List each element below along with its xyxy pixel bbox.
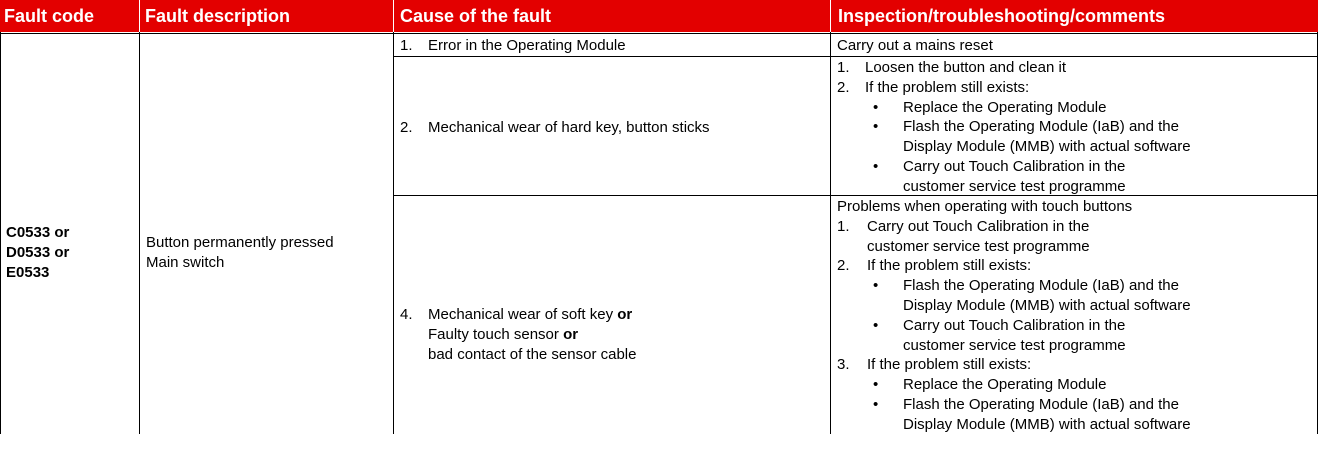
- header-inspection: Inspection/troubleshooting/comments: [831, 0, 1318, 32]
- bullet-icon: •: [873, 118, 879, 136]
- fault-description-cell: [146, 233, 334, 273]
- inspection-text: Carry out a mains reset: [837, 37, 993, 54]
- header-fault-code: Fault code: [0, 0, 139, 32]
- cause-or-keyword: or: [617, 306, 633, 323]
- bullet-icon: •: [873, 316, 879, 334]
- bullet-text: Display Module (MMB) with actual software: [903, 415, 1191, 433]
- step-number: 2.: [837, 78, 850, 96]
- step-number: 3.: [837, 356, 850, 374]
- grid-line: [0, 32, 1, 434]
- grid-line: [139, 32, 140, 434]
- bullet-icon: •: [873, 277, 879, 295]
- fault-description-line: Button permanently pressed: [146, 234, 334, 251]
- cause-text: Mechanical wear of hard key, button sticks: [428, 119, 710, 136]
- inspection-row-2: [837, 58, 1191, 197]
- inspection-row-3: [837, 197, 1191, 435]
- fault-code-cell: [6, 223, 69, 282]
- grid-line: [393, 56, 1318, 57]
- step-text: If the problem still exists:: [867, 257, 1032, 275]
- bullet-icon: •: [873, 376, 879, 394]
- bullet-text: Flash the Operating Module (IaB) and the: [903, 118, 1179, 136]
- step-number: 1.: [837, 59, 850, 76]
- fault-code-line: E0533: [6, 263, 50, 281]
- cause-1: [400, 36, 626, 56]
- bullet-icon: •: [873, 395, 879, 413]
- fault-description-line: Main switch: [146, 253, 225, 271]
- grid-line: [393, 32, 394, 434]
- cause-text: Error in the Operating Module: [428, 37, 626, 54]
- cause-number: 4.: [400, 306, 413, 323]
- fault-code-line: C0533 or: [6, 224, 70, 241]
- bullet-text: Replace the Operating Module: [903, 376, 1107, 394]
- step-text: If the problem still exists:: [865, 78, 1030, 96]
- cause-text: Mechanical wear of soft key: [428, 306, 618, 323]
- step-text: If the problem still exists:: [867, 356, 1032, 374]
- bullet-text: Display Module (MMB) with actual software: [903, 296, 1191, 314]
- cause-4: [400, 305, 636, 364]
- header-cause: Cause of the fault: [394, 0, 830, 32]
- step-text: Loosen the button and clean it: [865, 59, 1066, 76]
- bullet-text: Flash the Operating Module (IaB) and the: [903, 277, 1179, 295]
- bullet-text: Display Module (MMB) with actual software: [903, 138, 1191, 156]
- header-fault-description: Fault description: [140, 0, 393, 32]
- cause-or-keyword: or: [563, 325, 579, 343]
- bullet-text: customer service test programme: [903, 177, 1126, 195]
- step-number: 1.: [837, 217, 850, 235]
- inspection-intro: Problems when operating with touch buttons: [837, 198, 1133, 215]
- grid-line: [830, 32, 831, 434]
- step-number: 2.: [837, 257, 850, 275]
- grid-line: [0, 33, 1318, 34]
- fault-code-line: D0533 or: [6, 243, 70, 261]
- inspection-row-1: [837, 36, 993, 56]
- bullet-text: customer service test programme: [903, 336, 1126, 354]
- step-text: Carry out Touch Calibration in the: [867, 217, 1090, 235]
- bullet-icon: •: [873, 157, 879, 175]
- cause-number: 2.: [400, 119, 413, 136]
- step-text: customer service test programme: [867, 237, 1090, 255]
- cause-number: 1.: [400, 37, 413, 54]
- bullet-text: Flash the Operating Module (IaB) and the: [903, 395, 1179, 413]
- cause-text: bad contact of the sensor cable: [428, 345, 637, 363]
- bullet-text: Carry out Touch Calibration in the: [903, 157, 1126, 175]
- bullet-text: Replace the Operating Module: [903, 98, 1107, 116]
- bullet-icon: •: [873, 98, 879, 116]
- cause-2: [400, 118, 710, 138]
- bullet-text: Carry out Touch Calibration in the: [903, 316, 1126, 334]
- cause-text: Faulty touch sensor: [428, 325, 564, 343]
